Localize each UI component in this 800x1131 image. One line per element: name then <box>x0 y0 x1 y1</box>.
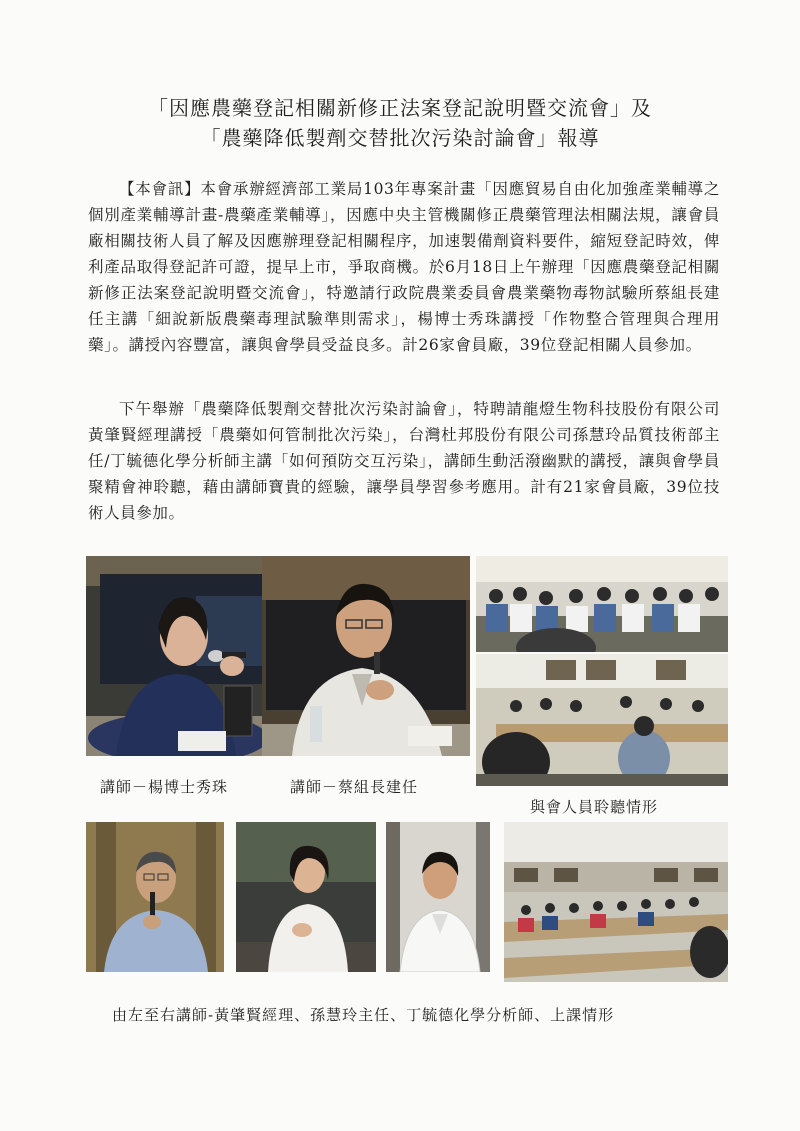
title-line-2: 「農藥降低製劑交替批次污染討論會」報導 <box>200 126 600 150</box>
photo-speaker-yang <box>86 556 278 756</box>
title-line-1: 「因應農藥登記相關新修正法案登記說明暨交流會」及 <box>148 96 652 120</box>
caption-yang: 講師－楊博士秀珠 <box>100 778 229 796</box>
caption-speakers-row: 由左至右講師-黃肇賢經理、孫慧玲主任、丁毓德化學分析師、上課情形 <box>112 1006 615 1024</box>
article-paragraph-1: 【本會訊】本會承辦經濟部工業局103年專案計畫「因應貿易自由化加強產業輔導之個別產業輔導計畫-農藥產業輔導」，因應中央主管機關修正農藥管理法相關法規，讓會員廠相關技術人員了解及因應辦理登記相關程序，加速製備劑資料要件，縮短登記時效，俾利產品取得登記許可證，提早上市，爭取商機。於6月18日上午辦理「因應農藥登記相關新修正法案登記說明暨交流會」，特邀請行政院農業委員會農業藥物毒物試驗所蔡組長建任主講「細說新版農藥毒理試驗準則需求」，楊博士秀珠講授「作物整合管理與合理用藥」。講授內容豐富，讓與會學員受益良多。計26家會員廠，39位登記相關人員參加。 <box>88 180 720 354</box>
photo-attendees-2 <box>476 654 728 786</box>
photo-attendees-1 <box>476 556 728 652</box>
caption-tsai: 講師－蔡組長建任 <box>290 778 419 796</box>
photo-speaker-sun <box>236 822 376 972</box>
photo-speaker-huang <box>86 822 224 972</box>
article-paragraph-2: 下午舉辦「農藥降低製劑交替批次污染討論會」，特聘請龍燈生物科技股份有限公司黃肇賢經理講授「農藥如何管制批次污染」，台灣杜邦股份有限公司孫慧玲品質技術部主任/丁毓德化學分析師主講「如何預防交互污染」，講師生動活潑幽默的講授，讓與會學員聚精會神聆聽，藉由講師寶貴的經驗，讓學員學習參考應用。計有21家會員廠，39位技術人員參加。 <box>88 400 720 522</box>
photo-classroom <box>504 822 728 982</box>
photo-speaker-ding <box>386 822 490 972</box>
photo-speaker-tsai <box>262 556 470 756</box>
caption-attendees: 與會人員聆聽情形 <box>530 798 659 816</box>
